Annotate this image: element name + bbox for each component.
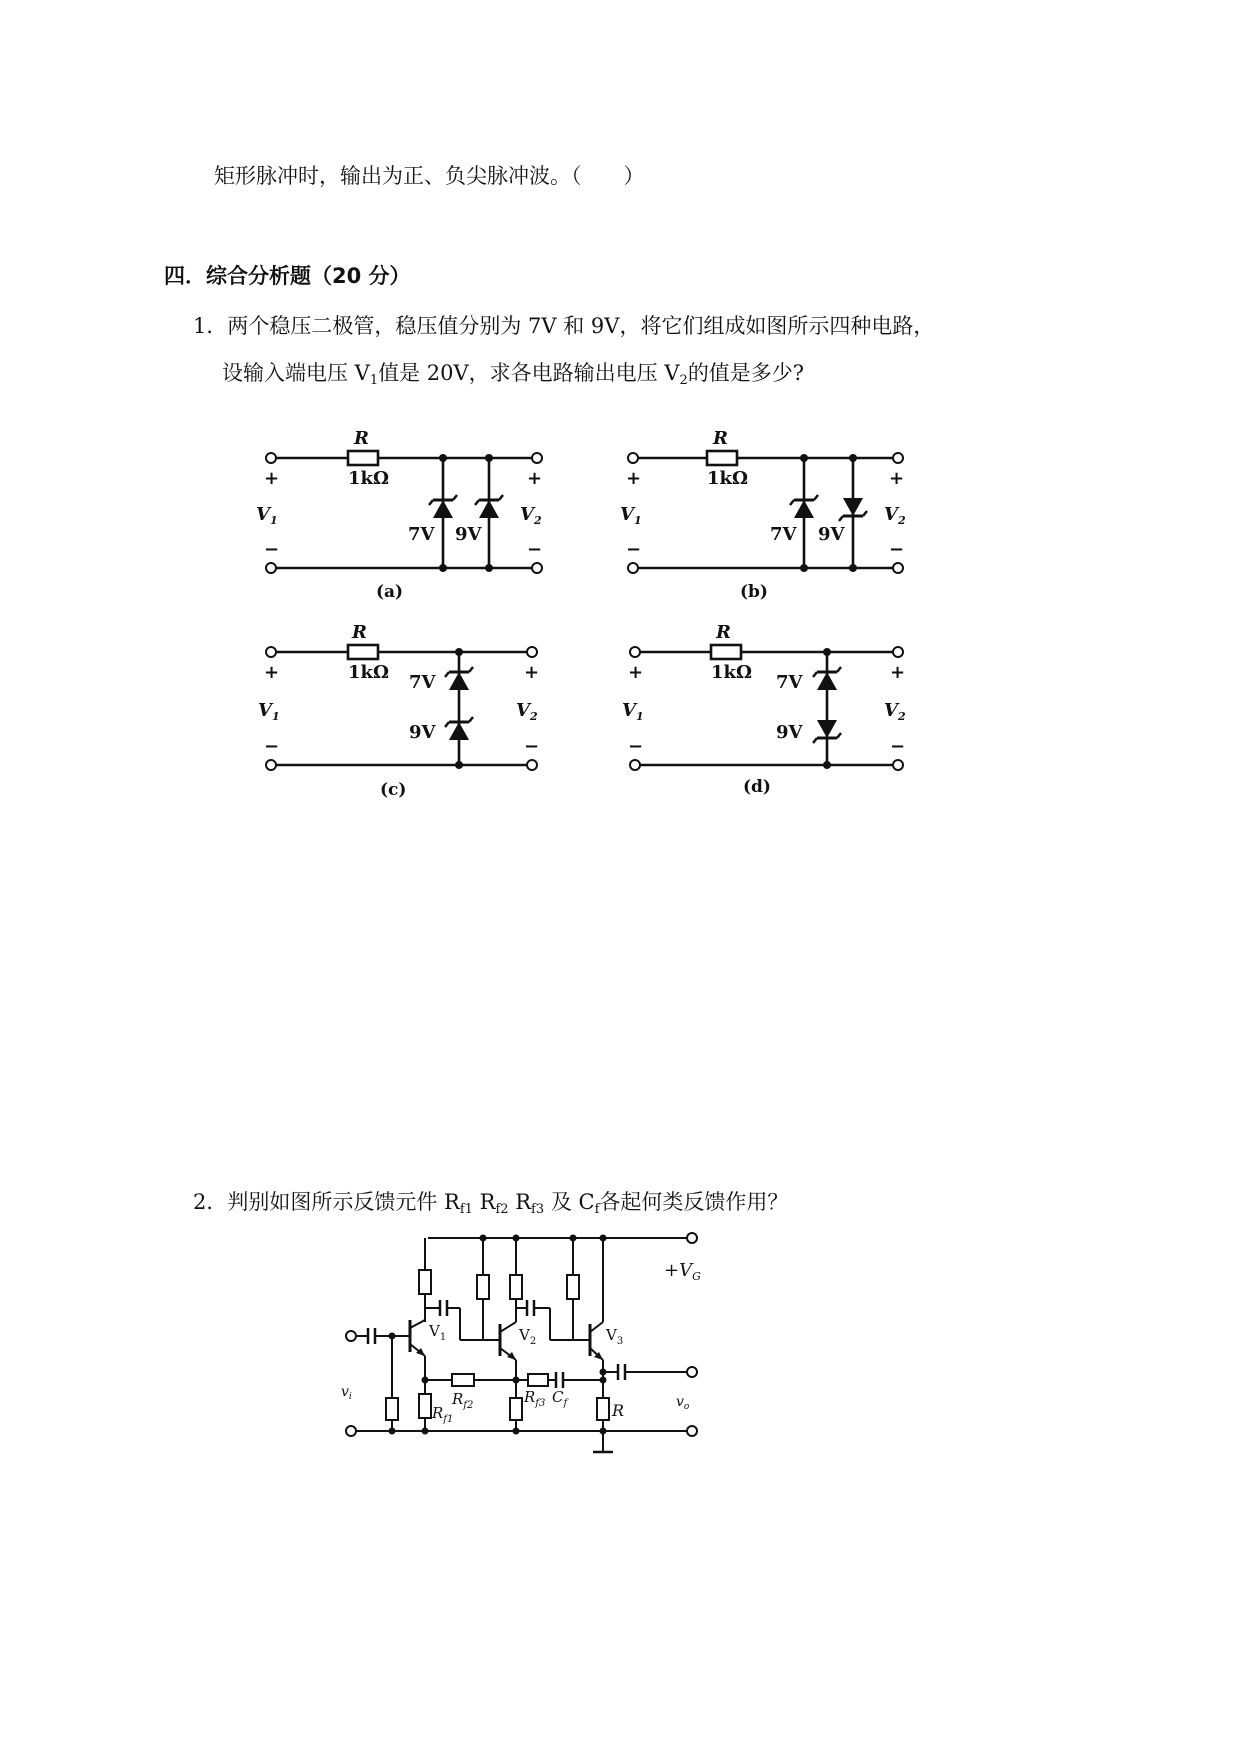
circuit-c-minus-in: − (264, 736, 280, 757)
circuit-c-zener1: 7V (409, 672, 436, 693)
rf3-label: $R_{f3}$ (524, 1388, 546, 1409)
circuit-d-minus-out: − (890, 736, 906, 757)
circuit-a-plus-out: + (527, 468, 543, 489)
q2-sub-f: f (594, 1202, 600, 1217)
circuit-b-minus-out: − (889, 539, 905, 560)
circuit-c-minus-out: − (524, 736, 540, 757)
vo-label: $v_o$ (676, 1394, 690, 1412)
q2-sub-f1: f1 (459, 1202, 473, 1217)
circuit-b-minus-in: − (626, 539, 642, 560)
circuit-c-r-value: 1kΩ (348, 662, 390, 683)
q1-line2-sub1: 1 (369, 373, 379, 388)
circuit-b-plus-in: + (626, 468, 642, 489)
circuit-a-caption: (a) (376, 582, 404, 602)
r-label: R (612, 1401, 625, 1420)
q2-r3: R (515, 1190, 532, 1214)
circuit-a-zener2: 9V (455, 524, 482, 545)
circuit-d-r-value: 1kΩ (711, 662, 753, 683)
circuit-a-minus-out: − (527, 539, 543, 560)
circuit-d-caption: (d) (743, 777, 771, 797)
q2-r2: R (479, 1190, 496, 1214)
circuit-d-r-label: R (716, 622, 731, 643)
circuit-a-minus-in: − (264, 539, 280, 560)
rf2-label: $R_{f2}$ (452, 1390, 474, 1411)
q1-line2-c: 的值是多少? (687, 361, 805, 385)
circuit-c-v1: $V_1$ (258, 700, 280, 723)
circuit-b-caption: (b) (740, 582, 768, 602)
circuit-a-v1: $V_1$ (256, 504, 278, 527)
rf1-label: $R_{f1}$ (432, 1404, 454, 1425)
q1-line2-a: 设输入端电压 V (222, 361, 370, 385)
circuit-c-zener2: 9V (409, 722, 436, 743)
circuit-c-plus-in: + (264, 662, 280, 683)
circuit-a-zener1: 7V (408, 524, 435, 545)
circuit-a-r-value: 1kΩ (348, 468, 390, 489)
vg-label: $+V_G$ (664, 1260, 701, 1283)
vi-label: $v_i$ (341, 1384, 352, 1402)
cf-label: $C_f$ (552, 1388, 568, 1409)
circuit-c-plus-out: + (524, 662, 540, 683)
circuit-d-plus-in: + (628, 662, 644, 683)
q2-sub-f3: f3 (531, 1202, 545, 1217)
circuit-c-caption: (c) (380, 780, 407, 800)
q2-text-a: 2．判别如图所示反馈元件 R (193, 1190, 460, 1214)
circuit-d-zener1: 7V (776, 672, 803, 693)
q1-line2-b: 值是 20V，求各电路输出电压 V (378, 361, 680, 385)
circuit-d-minus-in: − (628, 736, 644, 757)
circuit-b-zener2: 9V (818, 524, 845, 545)
q2-sub-f2: f2 (495, 1202, 509, 1217)
circuit-c-r-label: R (352, 622, 367, 643)
v1-label: $V_1$ (429, 1322, 447, 1343)
circuit-c-v2: $V_2$ (516, 700, 538, 723)
q1-line1: 1．两个稳压二极管，稳压值分别为 7V 和 9V，将它们组成如图所示四种电路， (193, 314, 935, 338)
q2-text-c: 各起何类反馈作用？ (599, 1190, 789, 1214)
v3-label: $V_3$ (606, 1326, 624, 1347)
circuit-a-v2: $V_2$ (520, 504, 542, 527)
circuit-d-v1: $V_1$ (622, 700, 644, 723)
q1-line2-sub2: 2 (679, 373, 688, 388)
q2-text-b: 及 C (550, 1190, 595, 1214)
continuation-line: 矩形脉冲时，输出为正、负尖脉冲波。（ ） (214, 164, 645, 188)
circuit-d-v2: $V_2$ (884, 700, 906, 723)
circuit-b-zener1: 7V (770, 524, 797, 545)
circuit-a-plus-in: + (264, 468, 280, 489)
section-heading: 四．综合分析题（20 分） (164, 264, 411, 288)
circuit-b-plus-out: + (889, 468, 905, 489)
v2-label: $V_2$ (519, 1326, 537, 1347)
circuit-a-r-label: R (354, 428, 369, 449)
circuit-b-r-label: R (713, 428, 728, 449)
circuit-b-v1: $V_1$ (620, 504, 642, 527)
circuit-b-r-value: 1kΩ (707, 468, 749, 489)
circuit-d-zener2: 9V (776, 722, 803, 743)
circuit-d-plus-out: + (890, 662, 906, 683)
circuit-b-v2: $V_2$ (884, 504, 906, 527)
